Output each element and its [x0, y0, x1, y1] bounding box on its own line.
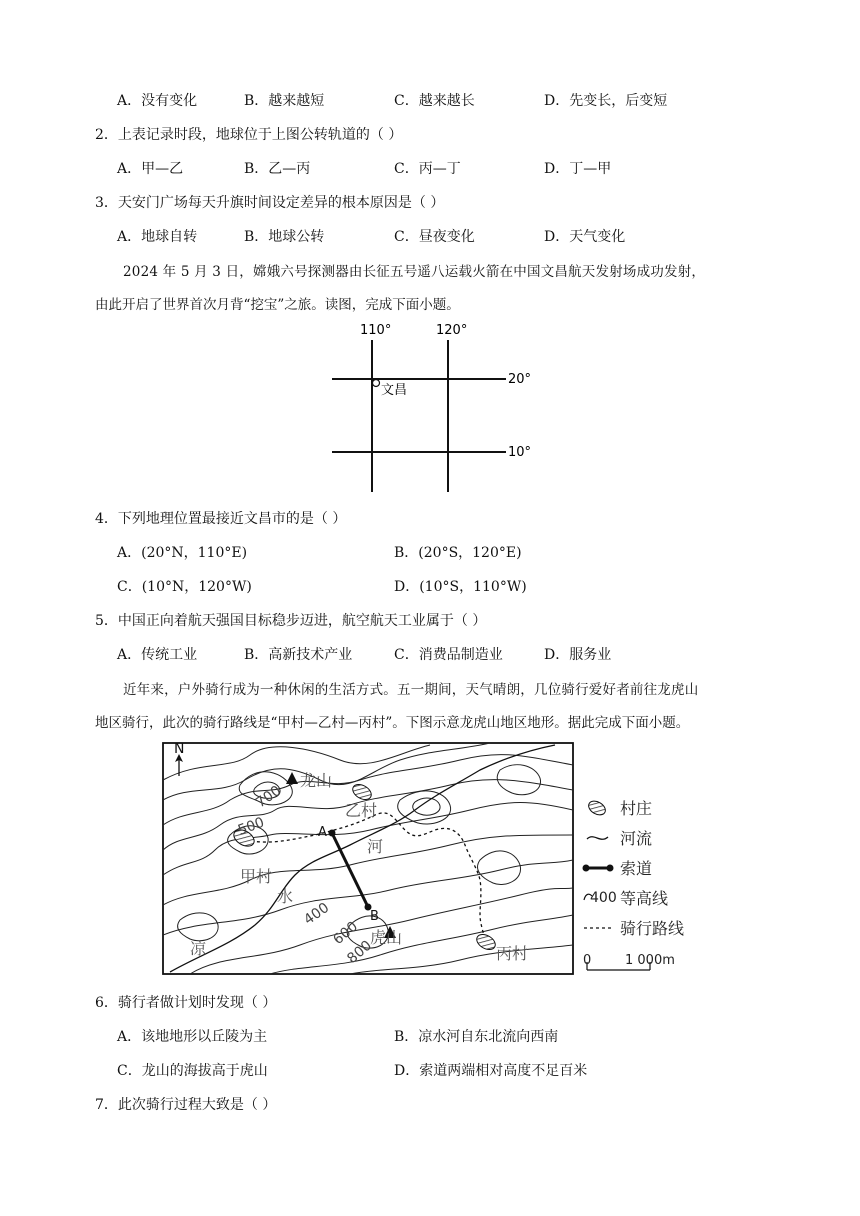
cable-end-b-label: B — [370, 909, 379, 924]
latlon-grid-map — [320, 318, 540, 498]
scale-distance: 1 000m — [625, 953, 675, 968]
q5-option-c: C．消费品制造业 — [394, 647, 503, 663]
q3-option-c: C．昼夜变化 — [394, 229, 475, 245]
lon-label-120: 120° — [436, 323, 468, 338]
q4-option-b: B．(20°S，120°E) — [394, 545, 522, 561]
passage2-line1: 近年来，户外骑行成为一种休闲的生活方式。五一期间，天气晴朗，几位骑行爱好者前往龙虎山 — [123, 682, 699, 698]
contour-label-700: 700 — [253, 782, 285, 812]
legend-contour-value: 400 — [590, 890, 617, 906]
q3-stem: 3．天安门广场每天升旗时间设定差异的根本原因是（ ） — [95, 195, 445, 211]
q6-option-a: A．该地地形以丘陵为主 — [117, 1029, 268, 1045]
lat-label-20: 20° — [508, 372, 532, 387]
scale-bar — [583, 953, 675, 970]
contour-label-400: 400 — [301, 899, 333, 929]
q5-option-a: A．传统工业 — [117, 647, 198, 663]
q6-option-b: B．凉水河自东北流向西南 — [394, 1029, 559, 1045]
legend-cable-label: 索道 — [620, 859, 653, 878]
q2-option-d: D．丁—甲 — [544, 161, 612, 177]
legend-river-label: 河流 — [620, 829, 653, 848]
legend-contour-label: 等高线 — [620, 889, 669, 908]
river-char-shui: 水 — [277, 887, 294, 906]
village-bing-label: 丙村 — [496, 944, 529, 963]
topo-map — [160, 740, 700, 980]
north-label: N — [174, 741, 185, 757]
q3-option-a: A．地球自转 — [117, 229, 198, 245]
q1-option-d: D．先变长，后变短 — [544, 93, 668, 109]
river-char-liang: 凉 — [190, 939, 207, 958]
scale-zero: 0 — [583, 953, 592, 968]
contour-label-600: 600 — [330, 918, 362, 949]
wenchang-marker — [373, 380, 380, 387]
q2-option-a: A．甲—乙 — [117, 161, 184, 177]
hushan-label: 虎山 — [370, 928, 403, 947]
q4-option-d: D．(10°S，110°W) — [394, 579, 527, 595]
q5-option-b: B．高新技术产业 — [244, 647, 353, 663]
legend-village-label: 村庄 — [620, 799, 653, 818]
contour-label-800: 800 — [344, 937, 376, 968]
contour-label-500: 500 — [235, 814, 267, 839]
q4-stem: 4．下列地理位置最接近文昌市的是（ ） — [95, 511, 347, 527]
q7-stem: 7．此次骑行过程大致是（ ） — [95, 1097, 277, 1113]
wenchang-label: 文昌 — [381, 383, 408, 398]
legend-village-icon — [586, 798, 608, 817]
q1-option-b: B．越来越短 — [244, 93, 325, 109]
passage1-line1: 2024 年 5 月 3 日，嫦娥六号探测器由长征五号遥八运载火箭在中国文昌航天发射场成功发射， — [123, 264, 706, 280]
q3-option-b: B．地球公转 — [244, 229, 325, 245]
cable-end-a-label: A — [318, 825, 327, 840]
q2-option-b: B．乙—丙 — [244, 161, 311, 177]
lon-label-110: 110° — [360, 323, 392, 338]
q4-option-c: C．(10°N，120°W) — [117, 579, 252, 595]
q6-stem: 6．骑行者做计划时发现（ ） — [95, 995, 277, 1011]
q2-option-c: C．丙—丁 — [394, 161, 461, 177]
passage1-line2: 由此开启了世界首次月背“挖宝”之旅。读图，完成下面小题。 — [95, 297, 460, 313]
legend-river-icon — [587, 837, 608, 840]
river-char-he: 河 — [367, 837, 384, 856]
longshan-label: 龙山 — [300, 771, 333, 790]
passage2-line2: 地区骑行，此次的骑行路线是“甲村—乙村—丙村”。下图示意龙虎山地区地形。据此完成下面小题。 — [95, 715, 690, 731]
q1-option-a: A．没有变化 — [117, 93, 198, 109]
q6-option-c: C．龙山的海拔高于虎山 — [117, 1063, 268, 1079]
q5-option-d: D．服务业 — [544, 647, 612, 663]
q1-option-c: C．越来越长 — [394, 93, 475, 109]
village-jia-label: 甲村 — [240, 867, 273, 886]
legend-route-label: 骑行路线 — [620, 919, 685, 938]
village-yi-label: 乙村 — [345, 801, 378, 820]
lat-label-10: 10° — [508, 445, 532, 460]
q4-option-a: A．(20°N，110°E) — [117, 545, 248, 561]
map-legend — [583, 798, 685, 938]
q6-option-d: D．索道两端相对高度不足百米 — [394, 1063, 588, 1079]
q5-stem: 5．中国正向着航天强国目标稳步迈进，航空航天工业属于（ ） — [95, 613, 487, 629]
q3-option-d: D．天气变化 — [544, 229, 626, 245]
q2-stem: 2．上表记录时段，地球位于上图公转轨道的（ ） — [95, 127, 403, 143]
